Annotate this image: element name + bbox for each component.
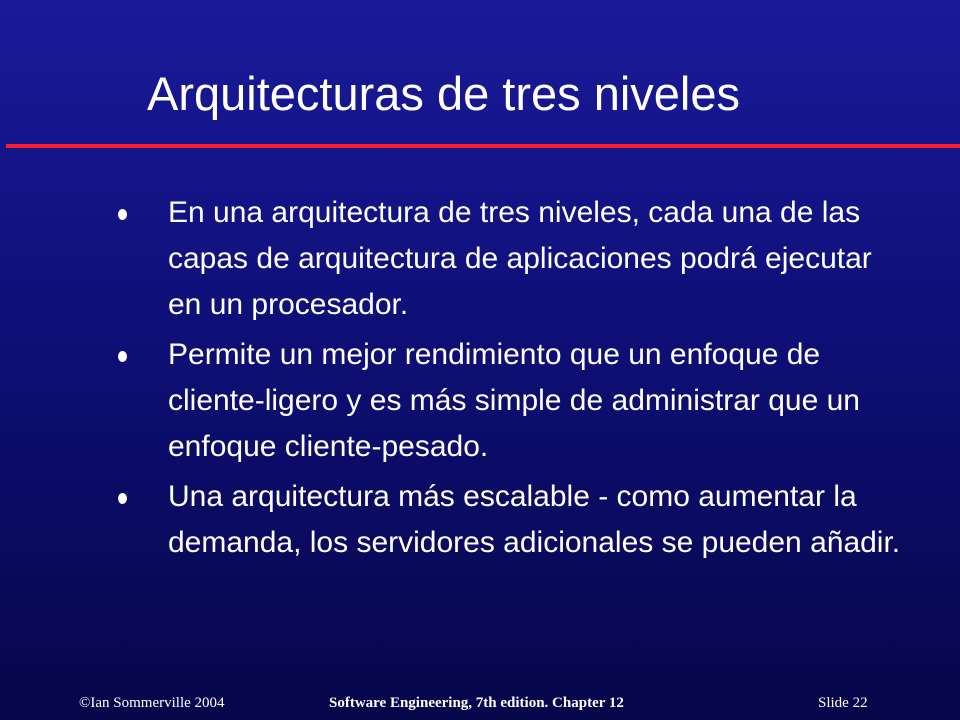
bullet-text: En una arquitectura de tres niveles, cada una de las capas de arquitectura de aplicaciones podrá ejecutar en un procesador. <box>168 196 872 321</box>
bullet-item <box>118 332 908 470</box>
bullet-dot-icon <box>118 209 127 220</box>
bullet-list <box>118 190 908 570</box>
bullet-text: Una arquitectura más escalable - como aumentar la demanda, los servidores adicionales se pueden añadir. <box>168 480 901 559</box>
footer-book-title: Software Engineering, 7th edition. Chapter 12 <box>329 695 624 711</box>
bullet-text: Permite un mejor rendimiento que un enfoque de cliente-ligero y es más simple de administrar que un enfoque cliente-pesado. <box>168 338 860 463</box>
footer-copyright: ©Ian Sommerville 2004 <box>79 695 225 711</box>
title-divider <box>6 144 960 148</box>
slide-title: Arquitecturas de tres niveles <box>147 67 741 120</box>
bullet-dot-icon <box>118 493 127 504</box>
bullet-dot-icon <box>118 351 127 362</box>
footer-slide-number: Slide 22 <box>818 695 868 711</box>
bullet-item <box>118 474 908 566</box>
bullet-item <box>118 190 908 328</box>
